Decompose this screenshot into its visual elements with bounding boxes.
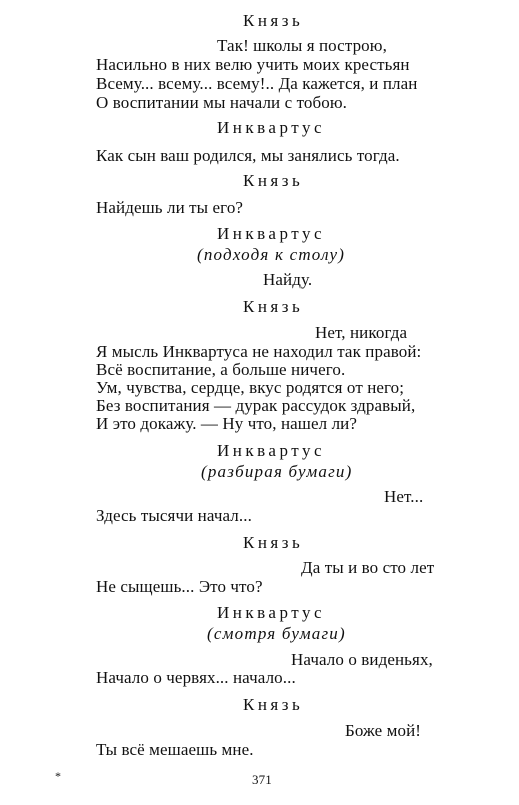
verse-line: Не сыщешь... Это что? [96, 577, 263, 596]
stage-direction: (разбирая бумаги) [201, 462, 353, 481]
verse-line: Нет... [384, 487, 424, 506]
page-number: 371 [252, 772, 272, 787]
verse-line: Ты всё мешаешь мне. [96, 740, 254, 759]
verse-line: И это докажу. — Ну что, нашел ли? [96, 414, 357, 433]
speaker-knyaz: Князь [243, 11, 304, 30]
verse-line: Здесь тысячи начал... [96, 506, 252, 525]
verse-line: О воспитании мы начали с тобою. [96, 93, 347, 112]
stage-direction: (смотря бумаги) [207, 624, 346, 643]
speaker-inkvartus: Инквартус [217, 441, 326, 460]
verse-line: Найдешь ли ты его? [96, 198, 244, 217]
verse-line: Нет, никогда [315, 323, 408, 342]
verse-line: Насильно в них велю учить моих крестьян [96, 55, 410, 74]
verse-line: Всему... всему... всему!.. Да кажется, и план [96, 74, 418, 93]
speaker-inkvartus: Инквартус [217, 603, 326, 622]
speaker-knyaz: Князь [243, 171, 304, 190]
speaker-knyaz: Князь [243, 297, 304, 316]
verse-line: Начало о червях... начало... [96, 668, 296, 687]
stage-direction: (подходя к столу) [197, 245, 346, 264]
speaker-inkvartus: Инквартус [217, 118, 326, 137]
speaker-knyaz: Князь [243, 695, 304, 714]
verse-line: Начало о виденьях, [291, 650, 433, 669]
verse-line: Боже мой! [345, 721, 422, 740]
footnote-mark: * [55, 769, 62, 783]
speaker-knyaz: Князь [243, 533, 304, 552]
verse-line: Как сын ваш родился, мы занялись тогда. [96, 146, 400, 165]
verse-line: Да ты и во сто лет [301, 558, 435, 577]
verse-line: Я мысль Инквартуса не находил так правой: [96, 342, 422, 361]
verse-line: Найду. [263, 270, 313, 289]
verse-line: Ум, чувства, сердце, вкус родятся от него; [96, 378, 405, 397]
verse-line: Без воспитания — дурак рассудок здравый, [96, 396, 416, 415]
speaker-inkvartus: Инквартус [217, 224, 326, 243]
verse-line: Так! школы я построю, [217, 36, 387, 55]
verse-line: Всё воспитание, а больше ничего. [96, 360, 346, 379]
